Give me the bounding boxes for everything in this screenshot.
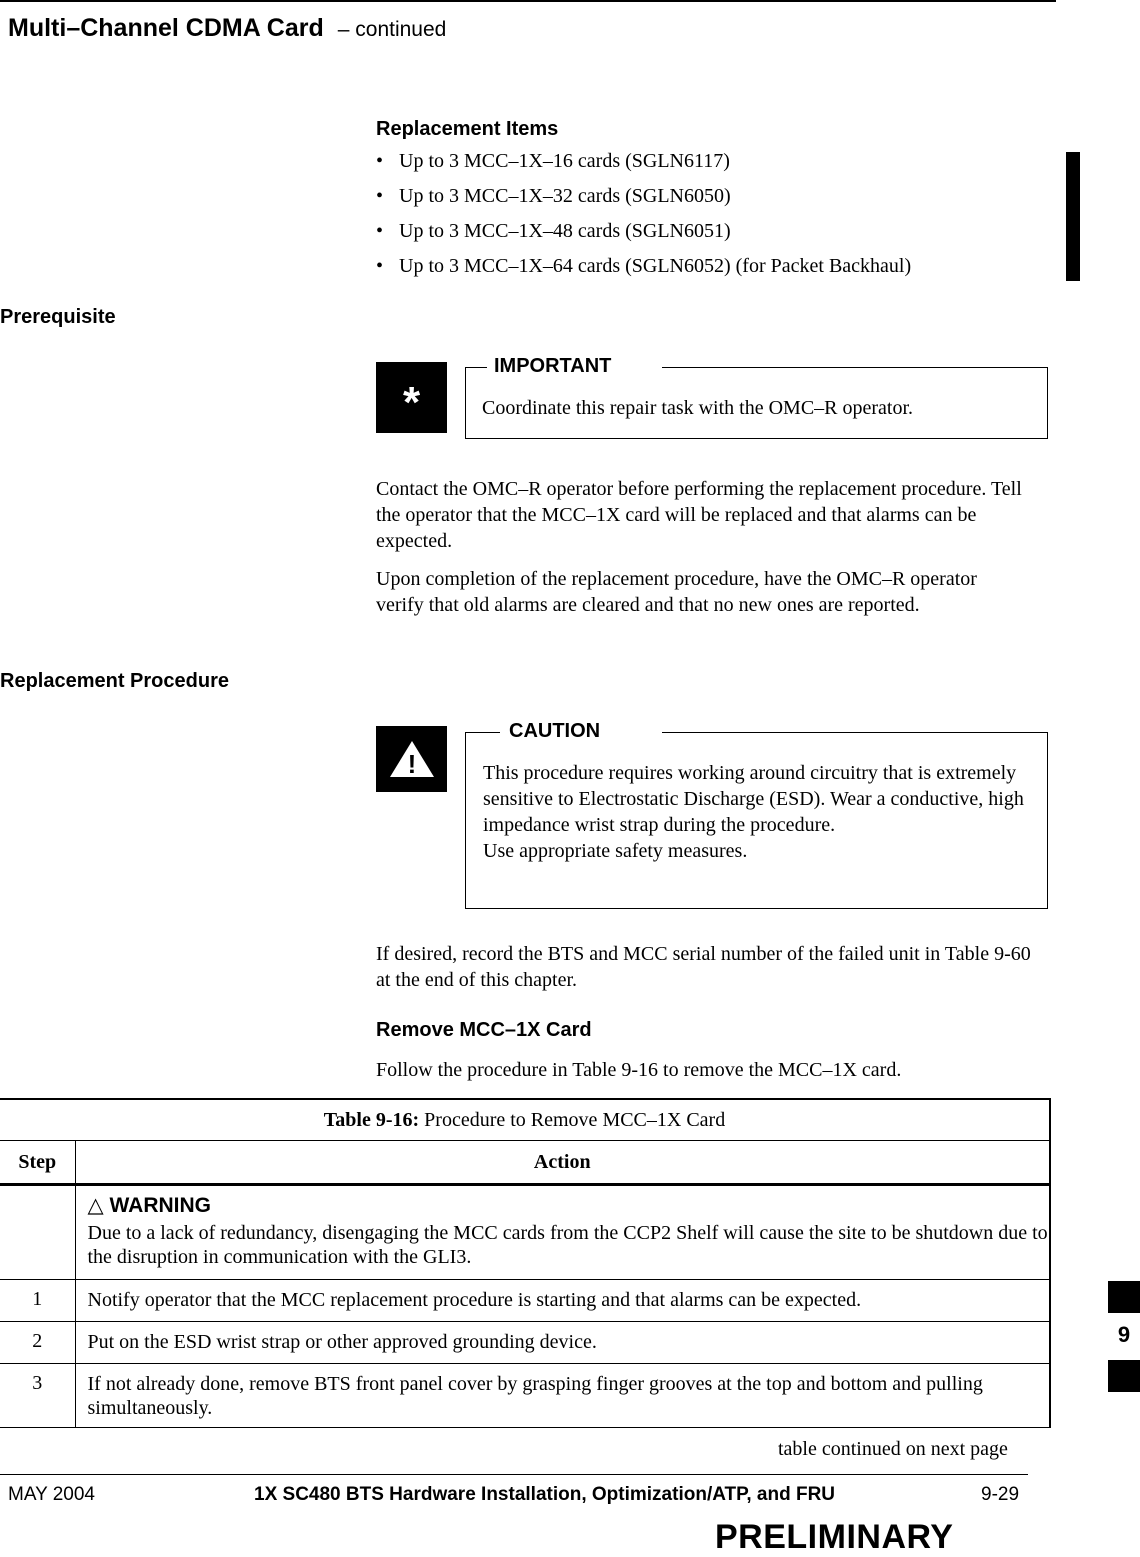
svg-text:!: !: [407, 749, 416, 779]
table-header-step: Step: [0, 1141, 75, 1185]
caution-icon: [376, 726, 447, 792]
step-number: 1: [0, 1280, 75, 1322]
header-rule: [0, 0, 1056, 2]
replacement-procedure-heading: Replacement Procedure: [0, 670, 229, 692]
preliminary-stamp: PRELIMINARY: [715, 1518, 954, 1556]
step-action: Notify operator that the MCC replacement procedure is starting and that alarms can be expected.: [75, 1280, 1050, 1322]
table-row: [0, 1322, 1050, 1364]
caution-label: CAUTION: [509, 720, 601, 742]
header-title: Multi–Channel CDMA Card: [8, 14, 324, 42]
replacement-items-heading: Replacement Items: [376, 118, 559, 140]
warning-symbol-icon: △: [87, 1193, 104, 1217]
page-header: [8, 14, 446, 43]
table-row: [0, 1280, 1050, 1322]
side-tab-block: [1108, 1360, 1140, 1392]
important-icon: *: [376, 362, 447, 433]
table-continued-note: table continued on next page: [778, 1438, 1008, 1460]
list-item: • Up to 3 MCC–1X–16 cards (SGLN6117): [376, 144, 911, 179]
list-item: • Up to 3 MCC–1X–32 cards (SGLN6050): [376, 179, 911, 214]
footer-rule: [0, 1474, 1028, 1475]
important-text: Coordinate this repair task with the OMC–R operator.: [482, 397, 914, 419]
side-tab-number: 9: [1117, 1322, 1131, 1347]
prerequisite-para-1: Contact the OMC–R operator before performing the replacement procedure. Tell the operator that the MCC–1X card will be replaced and that alarms can be expected.: [376, 478, 1022, 552]
caution-text-2: Use appropriate safety measures.: [483, 840, 748, 862]
warning-text: Due to a lack of redundancy, disengaging the MCC cards from the CCP2 Shelf will cause the site to be shutdown due to the disruption in communication with the GLI3.: [87, 1222, 1048, 1268]
footer-page-number: 9-29: [981, 1484, 1020, 1505]
step-number: 3: [0, 1364, 75, 1428]
prerequisite-para-2: Upon completion of the replacement procedure, have the OMC–R operator verify that old alarms are cleared and that no new ones are reported.: [376, 568, 977, 616]
warning-triangle-icon: [387, 738, 437, 780]
important-notice: [465, 367, 1048, 439]
table-caption: Table 9-16: Procedure to Remove MCC–1X Card: [0, 1099, 1050, 1141]
table-row: [0, 1364, 1050, 1428]
follow-para: Follow the procedure in Table 9-16 to remove the MCC–1X card.: [376, 1059, 902, 1081]
procedure-table: [0, 1098, 1051, 1428]
list-item: • Up to 3 MCC–1X–48 cards (SGLN6051): [376, 214, 911, 249]
caution-text: This procedure requires working around circuitry that is extremely sensitive to Electrostatic Discharge (ESD). Wear a conductive, high impedance wrist strap during the procedure.: [483, 762, 1024, 836]
list-item: • Up to 3 MCC–1X–64 cards (SGLN6052) (for Packet Backhaul): [376, 249, 911, 284]
table-header-action: Action: [75, 1141, 1050, 1185]
important-label: IMPORTANT: [494, 355, 612, 377]
change-bar: [1066, 152, 1080, 281]
step-action: Put on the ESD wrist strap or other approved grounding device.: [75, 1322, 1050, 1364]
record-para: If desired, record the BTS and MCC serial number of the failed unit in Table 9-60 at the end of this chapter.: [376, 943, 1031, 991]
remove-card-heading: Remove MCC–1X Card: [376, 1019, 592, 1041]
replacement-items-list: [376, 144, 911, 284]
caution-notice: [465, 732, 1048, 909]
footer-title: 1X SC480 BTS Hardware Installation, Optimization/ATP, and FRU: [254, 1484, 836, 1505]
prerequisite-heading: Prerequisite: [0, 306, 116, 328]
footer-date: MAY 2004: [8, 1484, 95, 1505]
side-tab-block: [1108, 1281, 1140, 1313]
header-continued: – continued: [337, 18, 447, 41]
warning-cell: [75, 1185, 1050, 1280]
step-number: 2: [0, 1322, 75, 1364]
warning-label: WARNING: [109, 1194, 211, 1217]
step-action: If not already done, remove BTS front panel cover by grasping finger grooves at the top and bottom and pulling simultaneously.: [75, 1364, 1050, 1428]
